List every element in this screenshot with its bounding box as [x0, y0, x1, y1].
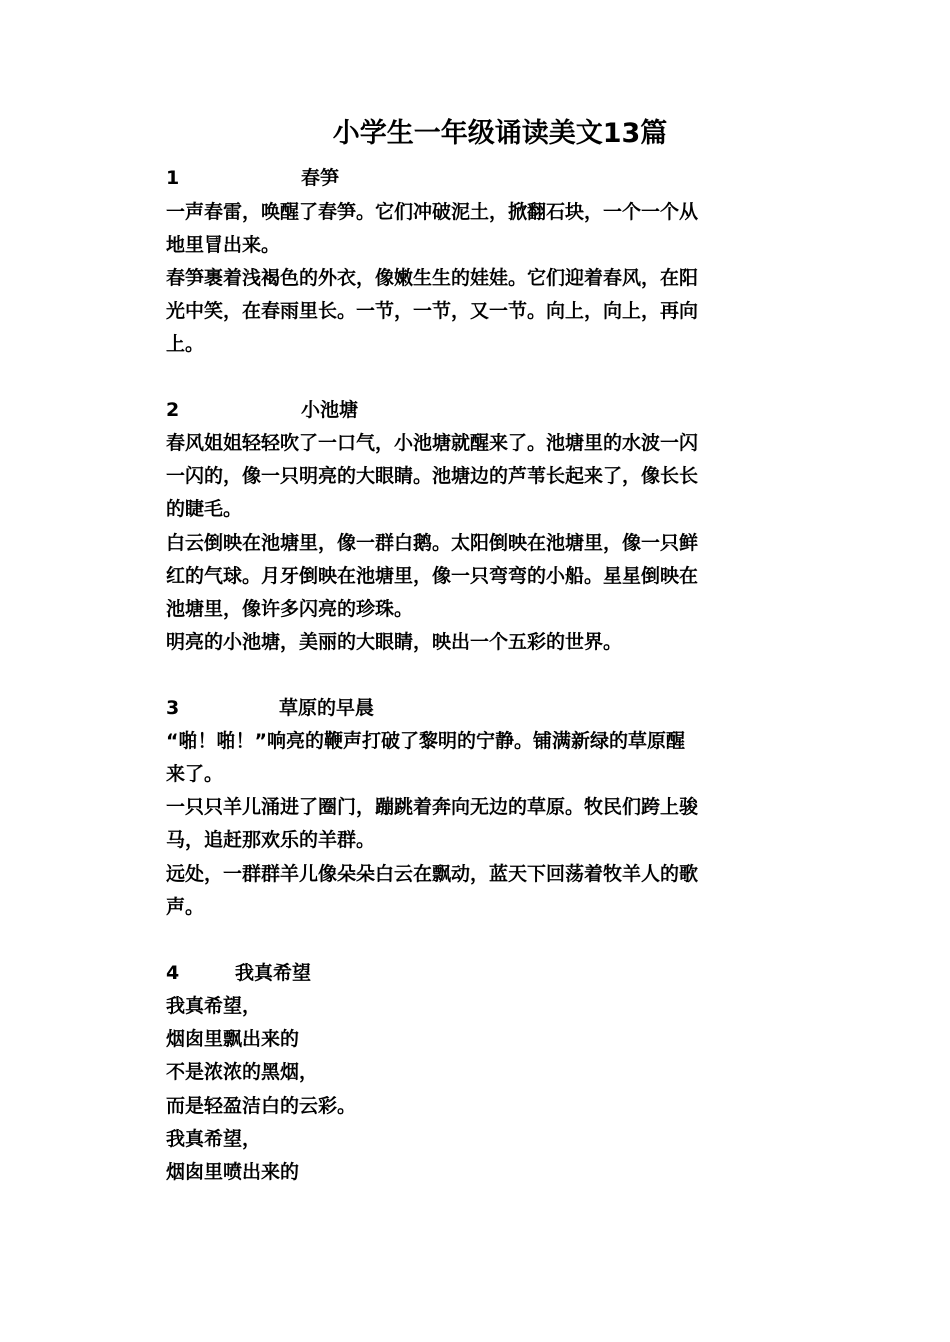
- paragraph-line: 的睫毛。: [166, 498, 243, 520]
- paragraph-line: 一闪的，像一只明亮的大眼睛。池塘边的芦苇长起来了，像长长: [166, 465, 699, 487]
- section-heading: [166, 959, 806, 987]
- paragraph-line: 一声春雷，唤醒了春笋。它们冲破泥土，掀翻石块，一个一个从: [166, 201, 699, 223]
- section-number: 2: [166, 399, 180, 421]
- paragraph-line: 春笋裹着浅褐色的外衣，像嫩生生的娃娃。它们迎着春风，在阳: [166, 267, 699, 289]
- paragraph-line: 红的气球。月牙倒映在池塘里，像一只弯弯的小船。星星倒映在: [166, 565, 699, 587]
- paragraph-line: 白云倒映在池塘里，像一群白鹅。太阳倒映在池塘里，像一只鲜: [166, 532, 699, 554]
- poem-line: 烟囱里喷出来的: [166, 1161, 300, 1183]
- section-heading: [166, 164, 806, 192]
- section-heading: [166, 694, 806, 722]
- poem-line: 不是浓浓的黑烟，: [166, 1061, 319, 1083]
- section-name: 草原的早晨: [279, 697, 375, 719]
- poem-line: 我真希望，: [166, 995, 262, 1017]
- paragraph-line: 上。: [166, 333, 205, 355]
- paragraph-line: 马，追赶那欢乐的羊群。: [166, 829, 376, 851]
- poem-line: 我真希望，: [166, 1128, 262, 1150]
- section-number: 1: [166, 167, 180, 189]
- paragraph-line: 春风姐姐轻轻吹了一口气，小池塘就醒来了。池塘里的水波一闪: [166, 432, 699, 454]
- paragraph-line: 池塘里，像许多闪亮的珍珠。: [166, 598, 414, 620]
- section-name: 我真希望: [235, 962, 312, 984]
- section-number: 3: [166, 697, 180, 719]
- paragraph-line: 地里冒出来。: [166, 234, 281, 256]
- poem-line: 而是轻盈洁白的云彩。: [166, 1095, 357, 1117]
- paragraph-line: 明亮的小池塘，美丽的大眼睛，映出一个五彩的世界。: [166, 631, 623, 653]
- section-number: 4: [166, 962, 180, 984]
- paragraph-line: 来了。: [166, 763, 224, 785]
- section-name: 小池塘: [301, 399, 359, 421]
- poem-line: 烟囱里飘出来的: [166, 1028, 300, 1050]
- section-heading: [166, 396, 806, 424]
- document-title: 小学生一年级诵读美文13篇: [332, 118, 668, 149]
- paragraph-line: 一只只羊儿涌进了圈门，蹦跳着奔向无边的草原。牧民们跨上骏: [166, 796, 699, 818]
- paragraph-line: 远处，一群群羊儿像朵朵白云在飘动，蓝天下回荡着牧羊人的歌: [166, 863, 699, 885]
- paragraph-line: “啪！啪！”响亮的鞭声打破了黎明的宁静。铺满新绿的草原醒: [166, 730, 685, 752]
- paragraph-line: 声。: [166, 896, 205, 918]
- paragraph-line: 光中笑，在春雨里长。一节，一节，又一节。向上，向上，再向: [166, 300, 699, 322]
- section-name: 春笋: [301, 167, 340, 189]
